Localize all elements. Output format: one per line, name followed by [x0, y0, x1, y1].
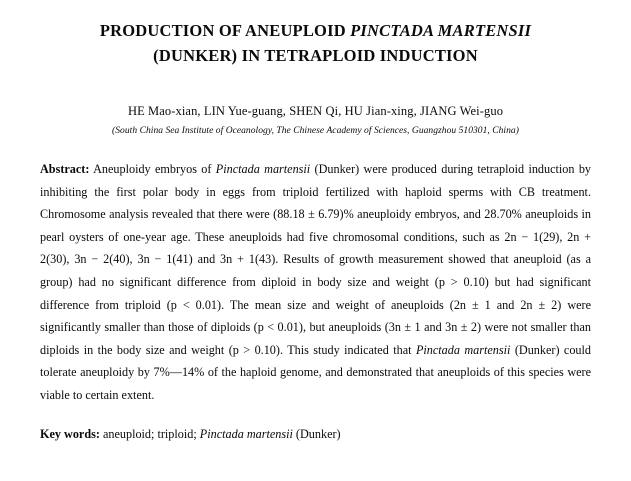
abstract-section [40, 158, 591, 407]
species-name: Pinctada martensii [199, 426, 293, 441]
keywords-label: Key words: [40, 426, 100, 441]
author-list: HE Mao-xian, LIN Yue-guang, SHEN Qi, HU Jian-xing, JIANG Wei-guo [127, 104, 504, 118]
abstract-text: Aneuploidy embryos of Pinctada martensii (Dunker) were produced during tetraploid induction by inhibiting the first polar body in eggs from triploid fertilized with haploid sperms with CB treatment. Chromosome analysis revealed that there were (88.18 ± 6.79)% aneuploidy embryos, and 28.70% aneuploids in pearl oysters of one-year age. These aneuploids had five chromosomal conditions, such as 2n − 1(29), 2n + 2(30), 3n − 2(40), 3n − 1(41) and 3n + 1(43). Results of growth measurement showed that aneuploid (as a group) had no significant difference from diploid in body size and weight (p > 0.10) but had significant difference from triploid (p < 0.01). The mean size and weight of aneuploids (2n ± 1 and 2n ± 2) were significantly smaller than those of diploids (p < 0.01), but aneuploids (3n ± 1 and 3n ± 2) were not smaller than diploids in the body size and weight (p > 0.10). This study indicated that Pinctada martensii (Dunker) could tolerate aneuploidy by 7%—14% of the haploid genome, and demonstrated that aneuploids of this species were viable to certain extent. [40, 162, 592, 402]
page-title-line-1 [40, 18, 591, 43]
species-name: Pinctada martensii [215, 162, 311, 176]
abstract-label: Abstract: [40, 162, 90, 176]
keywords-text: aneuploid; triploid; Pinctada martensii (Dunker) [102, 426, 341, 441]
affiliation: (South China Sea Institute of Oceanology, The Chinese Academy of Sciences, Guangzhou 510301, China) [112, 126, 519, 136]
keywords-section [40, 423, 591, 445]
page-title-line-2: (DUNKER) IN TETRAPLOID INDUCTION [153, 46, 478, 65]
title-block [40, 18, 591, 68]
title-species-name: PINCTADA MARTENSII [350, 21, 532, 40]
species-name: Pinctada martensii [415, 342, 511, 357]
title-text-pre: PRODUCTION OF ANEUPLOID [99, 21, 351, 40]
